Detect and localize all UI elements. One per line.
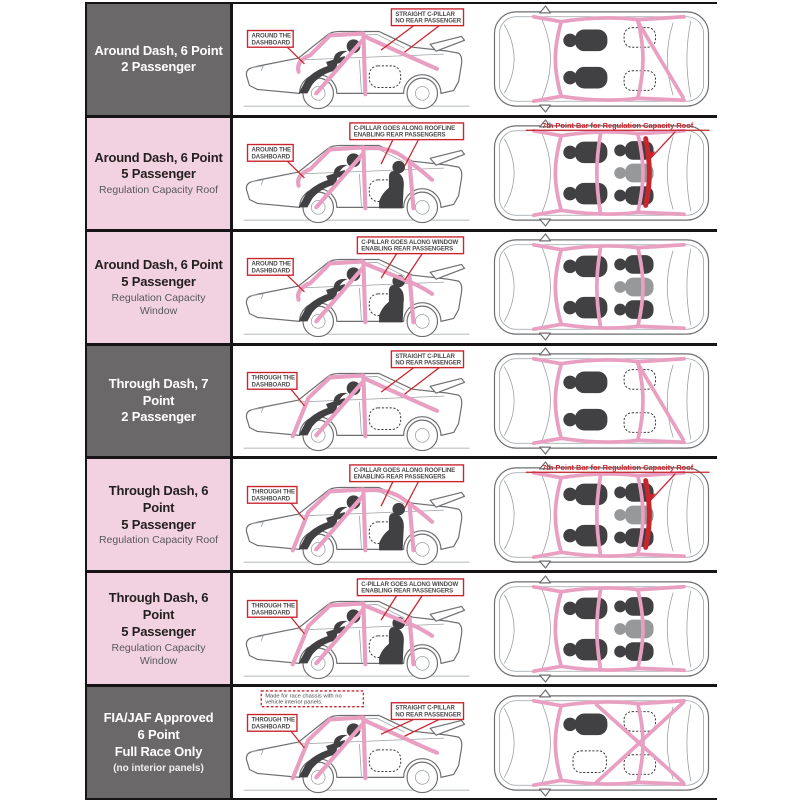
side-view-diagram — [234, 233, 479, 341]
diagram-cell — [233, 232, 725, 343]
top-view-diagram — [479, 119, 724, 227]
rear-wheel — [407, 420, 437, 450]
top-view-diagram — [479, 461, 724, 569]
svg-text:THROUGH THE: THROUGH THE — [251, 374, 295, 382]
top-view-diagram — [479, 689, 724, 797]
label-line: 5 Passenger — [121, 516, 196, 532]
label-subtitle: Regulation Capacity Roof — [98, 534, 219, 547]
diagram-cell — [233, 346, 725, 457]
seventh-point-label: 7th Point Bar for Regulation Capacity Roof — [542, 462, 694, 472]
label-line: Through Dash, 6 Point — [108, 482, 209, 515]
diagram-cell — [233, 118, 725, 229]
svg-text:STRAIGHT C-PILLAR: STRAIGHT C-PILLAR — [395, 11, 455, 19]
race-note-callout — [261, 691, 363, 707]
c-pillar-callout — [391, 702, 463, 719]
c-pillar-callout — [391, 9, 463, 26]
label-line: 6 Point — [137, 726, 180, 742]
side-mirror — [540, 106, 551, 113]
label-subtitle: Regulation Capacity Window — [111, 291, 206, 317]
rollcage-table — [85, 2, 717, 800]
svg-text:DASHBOARD: DASHBOARD — [251, 381, 291, 389]
diagram-cell — [233, 4, 725, 115]
svg-text:DASHBOARD: DASHBOARD — [251, 39, 291, 47]
side-mirror — [540, 576, 551, 583]
c-pillar-callout — [350, 465, 464, 482]
label-subtitle: Regulation Capacity Roof — [98, 184, 219, 197]
svg-text:ENABLING REAR PASSENGERS: ENABLING REAR PASSENGERS — [353, 131, 446, 139]
rear-spoiler — [430, 378, 464, 393]
side-mirror — [540, 6, 551, 13]
car-top-outline — [494, 348, 708, 454]
label-subtitle: (no interior panels) — [113, 763, 204, 775]
svg-text:C-PILLAR GOES ALONG WINDOW: C-PILLAR GOES ALONG WINDOW — [361, 238, 459, 246]
svg-text:DASHBOARD: DASHBOARD — [251, 267, 291, 275]
c-pillar-callout — [357, 579, 463, 596]
label-line: Around Dash, 6 Point — [94, 149, 223, 165]
svg-text:THROUGH THE: THROUGH THE — [251, 602, 295, 610]
side-view-diagram — [234, 689, 479, 797]
side-view-diagram — [234, 5, 479, 113]
config-label — [87, 346, 233, 457]
label-line: Around Dash, 6 Point — [94, 257, 223, 273]
side-mirror — [540, 348, 551, 355]
dashboard-callout — [248, 486, 297, 503]
label-line: 5 Passenger — [121, 166, 196, 182]
config-row-around-dash-6point-2passenger — [87, 4, 715, 118]
dashboard-callout — [248, 145, 294, 162]
svg-text:vehicle interior panels.: vehicle interior panels. — [265, 699, 323, 706]
svg-text:C-PILLAR GOES ALONG WINDOW: C-PILLAR GOES ALONG WINDOW — [361, 580, 459, 588]
side-mirror — [540, 219, 551, 226]
config-label — [87, 573, 233, 684]
rear-spoiler — [430, 151, 464, 166]
svg-text:ENABLING REAR PASSENGERS: ENABLING REAR PASSENGERS — [353, 473, 446, 481]
svg-text:ENABLING REAR PASSENGERS: ENABLING REAR PASSENGERS — [361, 245, 454, 253]
config-label — [87, 232, 233, 343]
side-mirror — [540, 447, 551, 454]
svg-text:DASHBOARD: DASHBOARD — [251, 495, 291, 503]
svg-text:Made for race chassis with no: Made for race chassis with no — [265, 692, 342, 699]
side-mirror — [540, 234, 551, 241]
diagram-cell — [233, 687, 725, 798]
svg-text:ENABLING REAR PASSENGERS: ENABLING REAR PASSENGERS — [361, 587, 454, 595]
diagram-cell — [233, 573, 725, 684]
label-line: FIA/JAF Approved — [103, 709, 214, 725]
svg-text:AROUND THE: AROUND THE — [251, 146, 291, 154]
config-row-through-dash-6point-5passenger-window — [87, 573, 715, 687]
svg-text:NO REAR PASSENGER: NO REAR PASSENGER — [395, 711, 462, 719]
svg-text:THROUGH THE: THROUGH THE — [251, 715, 295, 723]
dashboard-callout — [248, 373, 297, 390]
config-row-around-dash-6point-5passenger-roof — [87, 118, 715, 232]
config-label — [87, 4, 233, 115]
svg-text:C-PILLAR GOES ALONG ROOFLINE: C-PILLAR GOES ALONG ROOFLINE — [353, 125, 456, 133]
side-view-diagram — [234, 347, 479, 455]
svg-text:DASHBOARD: DASHBOARD — [251, 153, 291, 161]
config-label — [87, 459, 233, 570]
top-view-diagram — [479, 575, 724, 683]
config-row-fia-jaf-approved-6point-full-race — [87, 687, 715, 798]
config-label — [87, 118, 233, 229]
svg-text:STRAIGHT C-PILLAR: STRAIGHT C-PILLAR — [395, 352, 455, 360]
label-line: Through Dash, 6 Point — [108, 590, 209, 623]
svg-text:DASHBOARD: DASHBOARD — [251, 722, 291, 730]
side-mirror — [540, 561, 551, 568]
top-view-diagram — [479, 5, 724, 113]
side-view-diagram — [234, 461, 479, 569]
rear-spoiler — [430, 720, 464, 735]
svg-text:NO REAR PASSENGER: NO REAR PASSENGER — [395, 359, 462, 367]
rear-wheel — [407, 762, 437, 792]
c-pillar-callout — [391, 351, 463, 368]
svg-text:AROUND THE: AROUND THE — [251, 32, 291, 40]
side-mirror — [540, 789, 551, 796]
svg-text:STRAIGHT C-PILLAR: STRAIGHT C-PILLAR — [395, 704, 455, 712]
dashboard-callout — [248, 259, 294, 276]
config-label — [87, 687, 233, 798]
side-mirror — [540, 675, 551, 682]
side-mirror — [540, 690, 551, 697]
svg-text:NO REAR PASSENGER: NO REAR PASSENGER — [395, 18, 462, 26]
seventh-point-label: 7th Point Bar for Regulation Capacity Roof — [542, 121, 694, 131]
label-line: 5 Passenger — [121, 624, 196, 640]
top-view-diagram — [479, 233, 724, 341]
label-line: Through Dash, 7 Point — [108, 375, 209, 408]
rear-spoiler — [430, 265, 464, 280]
side-mirror — [540, 333, 551, 340]
config-row-through-dash-7point-2passenger — [87, 346, 715, 460]
dashboard-callout — [248, 714, 297, 731]
dashboard-callout — [248, 31, 294, 48]
label-line: Full Race Only — [114, 743, 203, 759]
rear-spoiler — [430, 492, 464, 507]
dashboard-callout — [248, 600, 297, 617]
diagram-cell — [233, 459, 725, 570]
side-view-diagram — [234, 575, 479, 683]
side-view-diagram — [234, 119, 479, 227]
car-top-outline — [494, 6, 708, 112]
rear-spoiler — [430, 606, 464, 621]
c-pillar-callout — [357, 237, 463, 254]
label-line: 5 Passenger — [121, 274, 196, 290]
label-line: 2 Passenger — [121, 409, 196, 425]
svg-text:THROUGH THE: THROUGH THE — [251, 488, 295, 496]
svg-text:C-PILLAR GOES ALONG ROOFLINE: C-PILLAR GOES ALONG ROOFLINE — [353, 466, 456, 474]
svg-text:DASHBOARD: DASHBOARD — [251, 608, 291, 616]
top-view-diagram — [479, 347, 724, 455]
c-pillar-callout — [350, 123, 464, 140]
config-row-around-dash-6point-5passenger-window — [87, 232, 715, 346]
rear-spoiler — [430, 37, 464, 52]
config-row-through-dash-6point-5passenger-roof — [87, 459, 715, 573]
svg-text:AROUND THE: AROUND THE — [251, 260, 291, 268]
rear-wheel — [407, 79, 437, 109]
label-line: 2 Passenger — [121, 59, 196, 75]
label-subtitle: Regulation Capacity Window — [111, 641, 206, 667]
label-line: Around Dash, 6 Point — [94, 42, 223, 58]
